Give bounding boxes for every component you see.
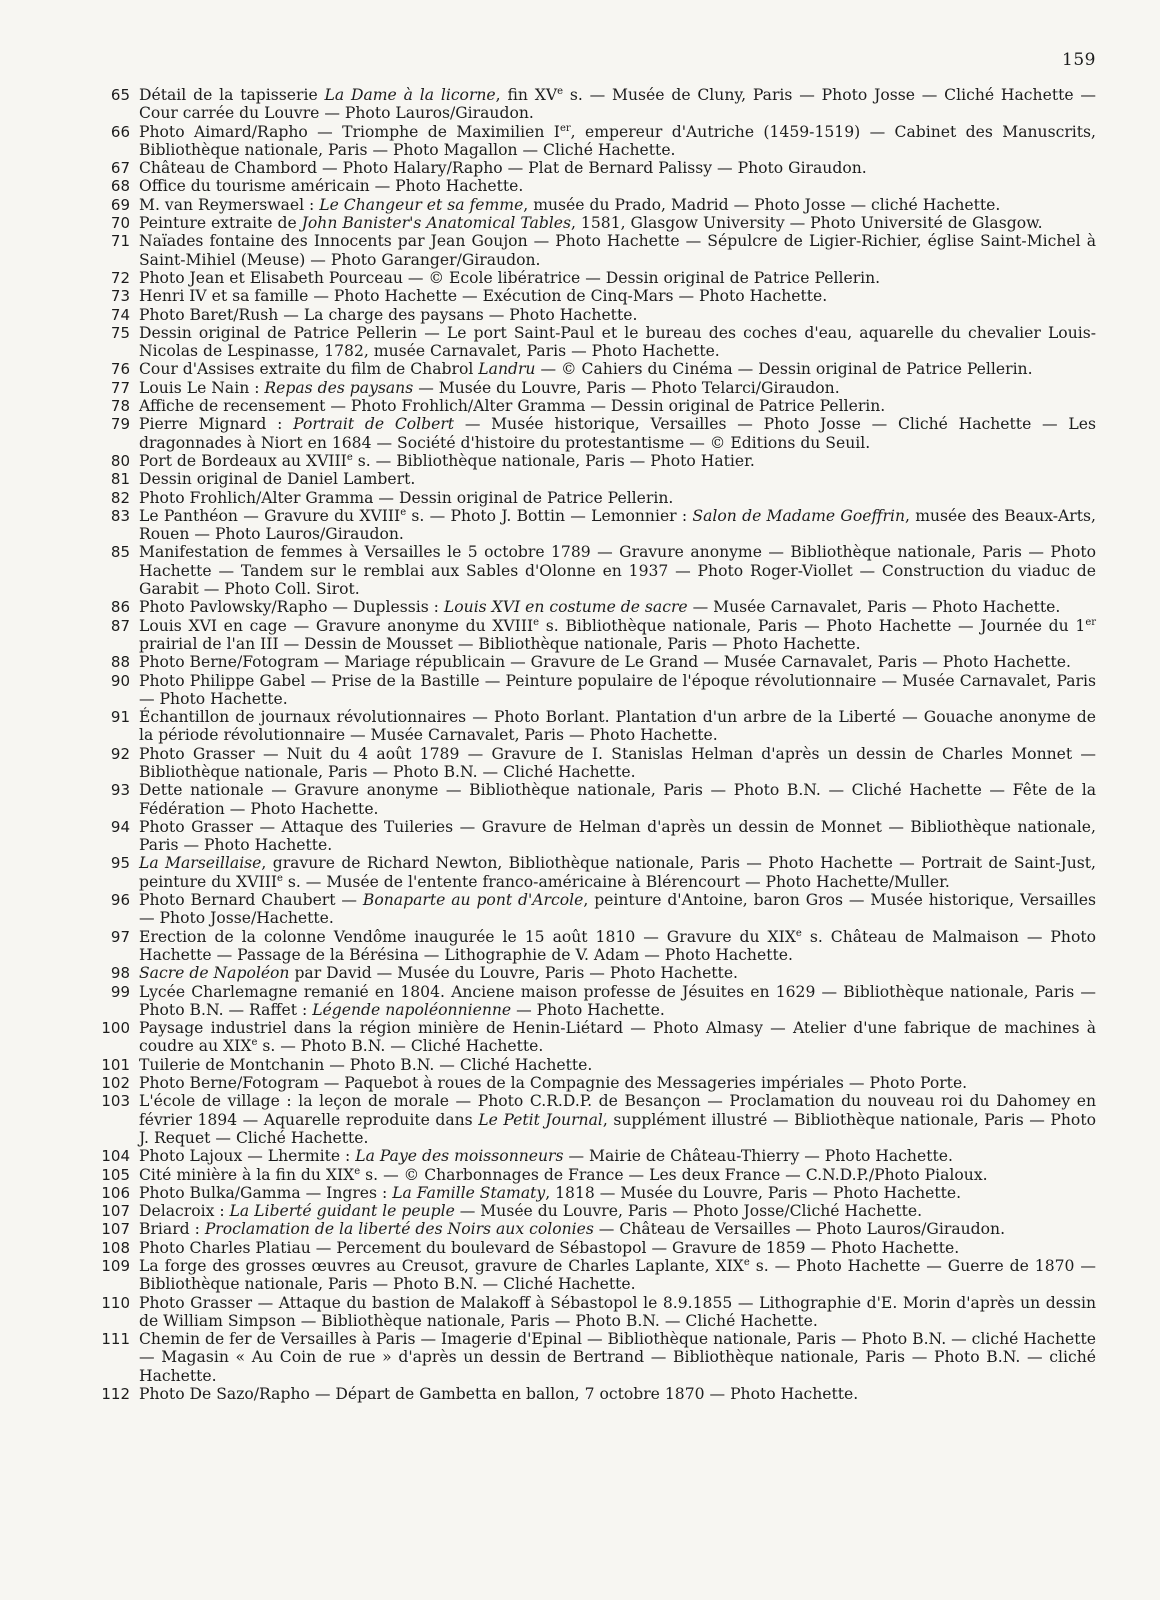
work-title: Repas des paysans [264, 378, 414, 397]
work-title: Sacre de Napoléon [139, 964, 290, 983]
text-fragment: , musée des Beaux-Arts, Rouen — Photo Lauros/Giraudon. [139, 506, 1096, 544]
text-fragment: — © Cahiers du Cinéma — Dessin original de Patrice Pellerin. [535, 360, 1033, 379]
entry-page-number: 108 [101, 1238, 130, 1257]
entry-page-number: 94 [110, 817, 130, 836]
credit-entry [92, 745, 1096, 782]
credit-entry [92, 653, 1096, 671]
text-fragment: — Musée du Louvre, Paris — Photo Telarci/Giraudon. [413, 378, 840, 397]
text-fragment: , peinture d'Antoine, baron Gros — Musée historique, Versailles — Photo Josse/Hachette. [139, 891, 1096, 928]
ordinal-superscript: e [795, 927, 802, 939]
entry-text [139, 1056, 1096, 1074]
text-fragment: — Musée Carnavalet, Paris — Photo Hachette. [687, 598, 1061, 617]
text-fragment: Photo Grasser — Nuit du 4 août 1789 — Gravure de I. Stanislas Helman d'après un dessin de Charles Monnet — Bibliothèque nationale, Paris — Photo B.N. — Cliché Hachette. [139, 744, 1096, 781]
entry-text [139, 489, 1096, 507]
text-fragment: s. — Musée de Cluny, Paris — Photo Josse — Cliché Hachette — Cour carrée du Louvre — Photo Lauros/Giraudon. [139, 86, 1096, 123]
credit-entry [92, 781, 1096, 818]
credit-entry [92, 1220, 1096, 1238]
entry-text [139, 964, 1096, 982]
entry-text [139, 708, 1096, 745]
text-fragment: Manifestation de femmes à Versailles le 5 octobre 1789 — Gravure anonyme — Bibliothèque nationale, Paris — Photo Hachette — Tandem sur le remblai aux Sables d'Olonne en 1937 — Photo Roger-Viollet — Construction du viaduc de Garabit — Photo Coll. Sirot. [139, 543, 1096, 599]
text-fragment: , empereur d'Autriche (1459-1519) — Cabinet des Manuscrits, Bibliothèque nationale, Paris — Photo Magallon — Cliché Hachette. [139, 122, 1097, 159]
text-fragment: Louis XVI en cage — Gravure anonyme du XVIII [139, 616, 534, 635]
page-number: 159 [1062, 50, 1096, 70]
text-fragment: par David — Musée du Louvre, Paris — Photo Hachette. [289, 964, 739, 983]
entry-page-number: 88 [110, 653, 130, 672]
text-fragment: Dette nationale — Gravure anonyme — Bibliothèque nationale, Paris — Photo B.N. — Cliché Hachette — Fête de la Fédération — Photo Hachette. [139, 781, 1096, 818]
entry-text [139, 617, 1096, 654]
text-fragment: Échantillon de journaux révolutionnaires — Photo Borlant. Plantation d'un arbre de la Liberté — Gouache anonyme de la période révolutionnaire — Musée Carnavalet, Paris — Photo Hachette. [139, 708, 1096, 745]
entry-page-number: 91 [110, 708, 130, 727]
text-fragment: Delacroix : [139, 1202, 230, 1221]
text-fragment: s. — © Charbonnages de France — Les deux France — C.N.D.P./Photo Pialoux. [360, 1165, 988, 1184]
text-fragment: s. — Photo B.N. — Cliché Hachette. [257, 1037, 544, 1056]
entry-page-number: 99 [110, 982, 130, 1001]
entry-text [139, 324, 1096, 361]
work-title: Louis XVI en costume de sacre [443, 598, 688, 617]
text-fragment: Office du tourisme américain — Photo Hachette. [139, 177, 524, 196]
credit-entry [92, 891, 1096, 928]
entry-page-number: 74 [110, 305, 130, 324]
credit-entry [92, 1056, 1096, 1074]
credit-entry [92, 928, 1096, 965]
text-fragment: Photo Bulka/Gamma — Ingres : [139, 1183, 393, 1202]
entry-text [139, 928, 1096, 965]
entry-text [139, 745, 1096, 782]
credit-entry [92, 1239, 1096, 1257]
ordinal-superscript: e [400, 506, 407, 518]
entry-page-number: 73 [110, 287, 130, 306]
entry-text [139, 1294, 1096, 1331]
text-fragment: , gravure de Richard Newton, Bibliothèque nationale, Paris — Photo Hachette — Portrait de Saint-Just, peinture du XVIII [139, 854, 1096, 891]
entry-page-number: 80 [110, 451, 130, 470]
ordinal-superscript: e [557, 85, 564, 97]
credit-entry [92, 1257, 1096, 1294]
text-fragment: — Mairie de Château-Thierry — Photo Hachette. [563, 1147, 953, 1166]
entry-text [139, 781, 1096, 818]
work-title: Portrait de Colbert [293, 415, 455, 434]
entry-text [139, 1257, 1096, 1294]
text-fragment: s. — Photo J. Bottin — Lemonnier : [406, 506, 693, 525]
credit-entry [92, 598, 1096, 616]
ordinal-superscript: e [354, 1165, 361, 1177]
work-title: Proclamation de la liberté des Noirs aux colonies [204, 1220, 594, 1239]
entry-text [139, 598, 1096, 616]
text-fragment: Photo Jean et Elisabeth Pourceau — © Ecole libératrice — Dessin original de Patrice Pellerin. [139, 268, 881, 287]
credit-entry [92, 1330, 1096, 1385]
credit-entry [92, 360, 1096, 378]
text-fragment: , 1581, Glasgow University — Photo Université de Glasgow. [571, 214, 1043, 233]
credit-entry [92, 672, 1096, 709]
credit-entry [92, 214, 1096, 232]
credit-entry [92, 1092, 1096, 1147]
entry-text [139, 1074, 1096, 1092]
work-title: Salon de Madame Goeffrin [692, 506, 905, 525]
text-fragment: L'école de village : la leçon de morale — Photo C.R.D.P. de Besançon — Proclamation du nouveau roi du Dahomey en février 1894 — Aquarelle reproduite dans [139, 1092, 1096, 1129]
entry-page-number: 96 [110, 891, 130, 910]
text-fragment: — Musée du Louvre, Paris — Photo Josse/Cliché Hachette. [454, 1202, 923, 1221]
text-fragment: — Photo Hachette. [511, 1000, 665, 1019]
entry-text [139, 470, 1096, 488]
entry-text [139, 1385, 1096, 1403]
ordinal-superscript: e [346, 451, 353, 463]
text-fragment: Photo Grasser — Attaque du bastion de Malakoff à Sébastopol le 8.9.1855 — Lithographie d'E. Morin d'après un dessin de William Simpson — Bibliothèque nationale, Paris — Photo B.N. — Cliché Hachette. [139, 1293, 1096, 1330]
ordinal-superscript: er [559, 122, 571, 134]
entry-text [139, 397, 1096, 415]
entry-page-number: 95 [110, 854, 130, 873]
text-fragment: Le Panthéon — Gravure du XVIII [139, 506, 401, 525]
entry-text [139, 415, 1096, 452]
text-fragment: Château de Chambord — Photo Halary/Rapho — Plat de Bernard Palissy — Photo Giraudon. [139, 159, 867, 178]
work-title: Bonaparte au pont d'Arcole [362, 891, 584, 910]
entry-page-number: 107 [101, 1202, 130, 1221]
entry-page-number: 71 [110, 232, 130, 251]
credit-entry [92, 1147, 1096, 1165]
entry-text [139, 1184, 1096, 1202]
work-title: Le Petit Journal [478, 1110, 603, 1129]
credit-entry [92, 489, 1096, 507]
entry-page-number: 79 [110, 415, 130, 434]
entry-page-number: 100 [101, 1019, 130, 1038]
entry-text [139, 653, 1096, 671]
text-fragment: Photo Berne/Fotogram — Mariage républicain — Gravure de Le Grand — Musée Carnavalet, Paris — Photo Hachette. [139, 653, 1071, 672]
entry-page-number: 72 [110, 268, 130, 287]
entry-page-number: 85 [110, 543, 130, 562]
credit-entry [92, 232, 1096, 269]
entry-text [139, 379, 1096, 397]
entry-page-number: 78 [110, 397, 130, 416]
credit-entry [92, 1184, 1096, 1202]
text-fragment: Photo Bernard Chaubert — [139, 891, 363, 910]
entry-text [139, 672, 1096, 709]
text-fragment: Photo Philippe Gabel — Prise de la Bastille — Peinture populaire de l'époque révolutionnaire — Musée Carnavalet, Paris — Photo Hachette. [139, 671, 1096, 708]
text-fragment: Photo Baret/Rush — La charge des paysans — Photo Hachette. [139, 305, 638, 324]
entry-page-number: 112 [101, 1385, 130, 1404]
credit-entry [92, 1074, 1096, 1092]
entry-text [139, 360, 1096, 378]
text-fragment: , fin XV [495, 86, 558, 104]
text-fragment: , musée du Prado, Madrid — Photo Josse — cliché Hachette. [523, 195, 1001, 214]
credit-entry [92, 708, 1096, 745]
credit-entry [92, 287, 1096, 305]
credit-entry [92, 983, 1096, 1020]
credit-entry [92, 177, 1096, 195]
entry-text [139, 287, 1096, 305]
entry-text [139, 1220, 1096, 1238]
text-fragment: Lycée Charlemagne remanié en 1804. Anciene maison professe de Jésuites en 1629 — Bibliothèque nationale, Paris — Photo B.N. — Raffet : [139, 982, 1096, 1019]
credit-entry [92, 507, 1096, 544]
entry-page-number: 111 [101, 1330, 130, 1349]
text-fragment: Photo Pavlowsky/Rapho — Duplessis : [139, 598, 444, 617]
text-fragment: s. — Musée de l'entente franco-américaine à Blérencourt — Photo Hachette/Muller. [282, 872, 950, 891]
entry-text [139, 818, 1096, 855]
text-fragment: Pierre Mignard : [139, 415, 294, 434]
text-fragment: Photo Frohlich/Alter Gramma — Dessin original de Patrice Pellerin. [139, 488, 674, 507]
entry-page-number: 86 [110, 598, 130, 617]
text-fragment: , supplément illustré — Bibliothèque nationale, Paris — Photo J. Requet — Cliché Hachette. [139, 1110, 1096, 1147]
credit-entry [92, 854, 1096, 891]
work-title: La Dame à la licorne [324, 86, 496, 104]
text-fragment: s. — Photo Hachette — Guerre de 1870 — Bibliothèque nationale, Paris — Photo B.N. — Cliché Hachette. [139, 1257, 1096, 1294]
credit-entry [92, 196, 1096, 214]
work-title: Landru [478, 360, 536, 379]
text-fragment: Briard : [139, 1220, 205, 1239]
credit-entry [92, 415, 1096, 452]
text-fragment: — Château de Versailles — Photo Lauros/Giraudon. [593, 1220, 1006, 1239]
entry-text [139, 306, 1096, 324]
entry-text [139, 983, 1096, 1020]
entry-page-number: 97 [110, 927, 130, 946]
credit-entry [92, 543, 1096, 598]
entry-page-number: 101 [101, 1055, 130, 1074]
entry-page-number: 103 [101, 1092, 130, 1111]
entry-text [139, 543, 1096, 598]
text-fragment: Détail de la tapisserie [139, 86, 325, 104]
credit-entry [92, 1294, 1096, 1331]
text-fragment: Photo Berne/Fotogram — Paquebot à roues de la Compagnie des Messageries impériales — Photo Porte. [139, 1074, 968, 1093]
text-fragment: — Musée historique, Versailles — Photo Josse — Cliché Hachette — Les dragonnades à Niort en 1684 — Société d'histoire du protestantisme — © Editions du Seuil. [139, 415, 1097, 452]
entry-text [139, 214, 1096, 232]
credit-entry [92, 269, 1096, 287]
text-fragment: s. Château de Malmaison — Photo Hachette — Passage de la Bérésina — Lithographie de V. Adam — Photo Hachette. [139, 927, 1096, 964]
work-title: Légende napoléonnienne [312, 1000, 512, 1019]
work-title: La Paye des moissonneurs [355, 1147, 564, 1166]
credits-list [92, 86, 1096, 1403]
text-fragment: M. van Reymerswael : [139, 195, 320, 214]
credit-entry [92, 1019, 1096, 1056]
entry-page-number: 98 [110, 964, 130, 983]
work-title: John Banister's Anatomical Tables [301, 214, 572, 233]
entry-text [139, 891, 1096, 928]
entry-page-number: 68 [110, 177, 130, 196]
credit-entry [92, 324, 1096, 361]
credit-entry [92, 123, 1096, 160]
entry-page-number: 105 [101, 1165, 130, 1184]
entry-page-number: 104 [101, 1147, 130, 1166]
text-fragment: Photo De Sazo/Rapho — Départ de Gambetta en ballon, 7 octobre 1870 — Photo Hachette. [139, 1385, 859, 1404]
credit-entry [92, 470, 1096, 488]
text-fragment: La forge des grosses œuvres au Creusot, gravure de Charles Laplante, XIX [139, 1257, 744, 1275]
credit-entry [92, 452, 1096, 470]
entry-page-number: 67 [110, 159, 130, 178]
entry-page-number: 82 [110, 488, 130, 507]
entry-page-number: 69 [110, 195, 130, 214]
entry-text [139, 1147, 1096, 1165]
text-fragment: Dessin original de Daniel Lambert. [139, 470, 416, 489]
entry-page-number: 90 [110, 671, 130, 690]
text-fragment: Photo Lajoux — Lhermite : [139, 1147, 356, 1166]
entry-page-number: 65 [110, 86, 130, 104]
text-fragment: Affiche de recensement — Photo Frohlich/Alter Gramma — Dessin original de Patrice Pellerin. [139, 397, 886, 416]
entry-page-number: 77 [110, 378, 130, 397]
entry-page-number: 109 [101, 1257, 130, 1275]
ordinal-superscript: e [743, 1256, 750, 1268]
entry-page-number: 106 [101, 1183, 130, 1202]
text-fragment: Paysage industriel dans la région minière de Henin-Liétard — Photo Almasy — Atelier d'une fabrique de machines à coudre au XIX [139, 1019, 1096, 1056]
entry-page-number: 110 [101, 1293, 130, 1312]
entry-page-number: 87 [110, 616, 130, 635]
entry-text [139, 86, 1096, 123]
entry-text [139, 1166, 1096, 1184]
entry-page-number: 83 [110, 506, 130, 525]
entry-text [139, 159, 1096, 177]
work-title: La Famille Stamaty [392, 1183, 546, 1202]
text-fragment: Erection de la colonne Vendôme inaugurée le 15 août 1810 — Gravure du XIX [139, 927, 796, 946]
entry-text [139, 854, 1096, 891]
credit-entry [92, 379, 1096, 397]
text-fragment: Henri IV et sa famille — Photo Hachette — Exécution de Cinq-Mars — Photo Hachette. [139, 287, 828, 306]
credit-entry [92, 964, 1096, 982]
text-fragment: Louis Le Nain : [139, 378, 265, 397]
ordinal-superscript: e [251, 1037, 258, 1049]
entry-page-number: 66 [110, 122, 130, 141]
entry-text [139, 269, 1096, 287]
ordinal-superscript: e [277, 872, 283, 884]
credit-entry [92, 306, 1096, 324]
text-fragment: Photo Grasser — Attaque des Tuileries — Gravure de Helman d'après un dessin de Monnet — Bibliothèque nationale, Paris — Photo Hachette. [139, 817, 1096, 855]
credit-entry [92, 1385, 1096, 1403]
entry-text [139, 507, 1096, 544]
entry-page-number: 92 [110, 744, 130, 763]
work-title: Le Changeur et sa femme [319, 195, 524, 214]
entry-page-number: 76 [110, 360, 130, 379]
credit-entry [92, 86, 1096, 123]
text-fragment: Cour d'Assises extraite du film de Chabrol [139, 360, 479, 379]
text-fragment: Dessin original de Patrice Pellerin — Le port Saint-Paul et le bureau des coches d'eau, aquarelle du chevalier Louis-Nicolas de Lespinasse, 1782, musée Carnavalet, Paris — Photo Hachette. [139, 323, 1096, 361]
text-fragment: s. — Bibliothèque nationale, Paris — Photo Hatier. [352, 451, 755, 470]
entry-page-number: 81 [110, 470, 130, 489]
work-title: La Marseillaise [139, 854, 262, 873]
credit-entry [92, 397, 1096, 415]
credit-entry [92, 159, 1096, 177]
entry-page-number: 102 [101, 1074, 130, 1093]
credit-entry [92, 1166, 1096, 1184]
credit-entry [92, 617, 1096, 654]
entry-page-number: 75 [110, 323, 130, 342]
ordinal-superscript: e [533, 616, 540, 628]
entry-text [139, 1202, 1096, 1220]
text-fragment: Naïades fontaine des Innocents par Jean Goujon — Photo Hachette — Sépulcre de Ligier-Richier, église Saint-Michel à Saint-Mihiel (Meuse) — Photo Garanger/Giraudon. [139, 232, 1096, 269]
text-fragment: Photo Charles Platiau — Percement du boulevard de Sébastopol — Gravure de 1859 — Photo Hachette. [139, 1238, 960, 1257]
text-fragment: prairial de l'an III — Dessin de Mousset — Bibliothèque nationale, Paris — Photo Hachette. [139, 634, 861, 653]
entry-text [139, 232, 1096, 269]
text-fragment: Photo Aimard/Rapho — Triomphe de Maximilien I [139, 122, 560, 141]
text-fragment: Peinture extraite de [139, 214, 302, 233]
entry-text [139, 1092, 1096, 1147]
text-fragment: Port de Bordeaux au XVIII [139, 451, 347, 470]
credit-entry [92, 818, 1096, 855]
entry-text [139, 177, 1096, 195]
text-fragment: s. Bibliothèque nationale, Paris — Photo Hachette — Journée du 1 [539, 616, 1086, 635]
text-fragment: Cité minière à la fin du XIX [139, 1165, 355, 1184]
text-fragment: Tuilerie de Montchanin — Photo B.N. — Cliché Hachette. [139, 1055, 593, 1074]
entry-page-number: 93 [110, 781, 130, 800]
ordinal-superscript: er [1085, 616, 1097, 628]
entry-text [139, 1019, 1096, 1056]
entry-text [139, 1239, 1096, 1257]
work-title: La Liberté guidant le peuple [229, 1202, 455, 1221]
entry-text [139, 196, 1096, 214]
entry-text [139, 123, 1096, 160]
entry-text [139, 452, 1096, 470]
entry-text [139, 1330, 1096, 1385]
entry-page-number: 107 [101, 1220, 130, 1239]
entry-page-number: 70 [110, 214, 130, 233]
text-fragment: , 1818 — Musée du Louvre, Paris — Photo Hachette. [545, 1183, 962, 1202]
credit-entry [92, 1202, 1096, 1220]
text-fragment: Chemin de fer de Versailles à Paris — Imagerie d'Epinal — Bibliothèque nationale, Paris — Photo B.N. — cliché Hachette — Magasin « Au Coin de rue » d'après un dessin de Bertrand — Bibliothèque nationale, Paris — Photo B.N. — cliché Hachette. [139, 1330, 1096, 1385]
